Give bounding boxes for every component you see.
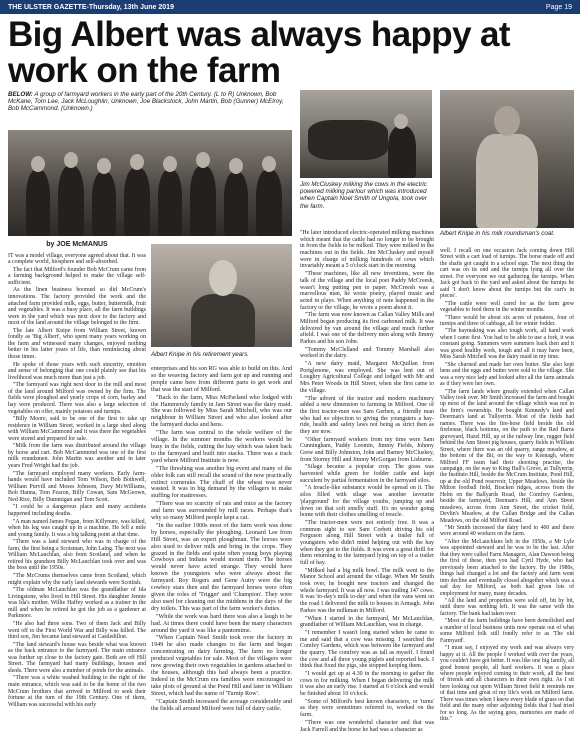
worker-head: [196, 152, 210, 168]
worker-figure: [58, 166, 84, 236]
paragraph: "After the McLauchlans left in the 1950s, a Mr Lyle was appointed steward and he was to be the last. After that they were called Farm Managers, Alan Dawson being the first of these, then you had Cyril Hyde, who had previously been attached to the factory. By the 1980s, things had changed a lot and the factory and farm went into decline and eventually closed altogether which was a sad day for Milford, as both had given lots of employment for many, many decades.: [440, 538, 574, 597]
worker-head: [64, 152, 78, 168]
worker-figure: [158, 170, 182, 236]
article-column-4: [440, 248, 574, 724]
paragraph: "Some of Milford's best known characters, or 'turns' as they were sometimes referred to, worked on the farm.: [300, 698, 434, 719]
worker-head: [229, 158, 243, 174]
albert-figure: [476, 134, 538, 228]
worker-head: [97, 158, 111, 174]
paragraph: "The land steward's house was beside what was known as the back entrance to the farmyard. The main entrance was further up close to the factory gate. Both are off Hill Street. The farmyard had many buildings, houses and sheds. There were also a number of ponds for the animals.: [8, 641, 146, 674]
albert-prime-caption: Albert Knipe in his milk roundsman's coat.: [440, 230, 555, 237]
group-photo: [8, 130, 292, 236]
publication-name: THE ULSTER GAZETTE-Thursday, 13th June 2019: [8, 3, 174, 11]
paragraph: "The threshing was another big event and many of the older folk can still recall the sound of the now practically extinct cornerake. The chaff of the wheat was never wasted. It was in big demand by the villagers to make stuffing for mattresses.: [151, 465, 292, 500]
paragraph: IT was a model village, everyone agreed about that. It was a complete world, biosphere and self-absorbed.: [8, 252, 146, 266]
paragraph: "Milk from the farm was distributed around the village by horse and cart. Bob McCammond was one of the first milk roundsmen. John Martin was another and in later years Fred Wright had the job.: [8, 443, 146, 469]
paragraph: The fact that Milford's founder Bob McCrum came from a farming background helped to make the village self-sufficient.: [8, 266, 146, 286]
albert-figure: [191, 294, 255, 347]
paragraph: "Billy Moore, said to be one of the first to take up residence in William Street, worked in a large shed along with William McCammond and it was there the vegetables were stored and prepared for sale.: [8, 416, 146, 442]
caption-text: A group of farmyard workers in the early part of the 20th Century. (L to R) Unknown, Bob McKane, Tom Lee, Jack McLoughlin, Unknown, Joe Blackstock, John Martin, Bob (Gunner) McElroy, Bob McCammond. (Unknown.): [8, 91, 284, 113]
article-column-2: [151, 366, 292, 713]
byline: by JOE McMANUS: [46, 241, 108, 248]
worker-figure: [256, 170, 282, 236]
worker-figure: [224, 172, 248, 236]
paragraph: "Other farmyard workers from my time were Sam Cunningham, Paddy Loomin, Jimmy Fields, Johnny Grew and Billy Johnston, John and Barney McCluskey, from Stormy Hill and Jimmy McGorgan from Lisburne.: [300, 436, 434, 463]
page-number: Page 19: [545, 3, 572, 11]
paragraph: "I could be a dangerous place and many accidents happened including deaths.: [8, 504, 146, 517]
worker-figure: [190, 166, 216, 236]
paragraph: "When I started in the farmyard, Mr McLauchlan, grandfather of William McLauchlan, was in charge.: [300, 615, 434, 629]
article-column-1: [8, 240, 146, 709]
paragraph: "There would be about six acres of potatoes, four of turnips and three of cabbage, all for winter fodder.: [440, 314, 574, 327]
paragraph: "The farm lands where greatly extended when Callan Valley took over. Mr Smith increased the farm and bought up most of the land around the village which was not in the firm's ownership. He bought Kennedy's land and Deerman's land at Tullyerrin. Most of the fields had names. There was the fire-hose field beside the old firehouse, black bottoms, on the path to the Red Barns graveyard, Hazel Hill, up at the railway line, rugger field behind the Ann Street pig houses, quarry fields in William Street, where there was an old quarry, range meadow, at the bottom of the Bit, on the way to Keenagh, where Milford FF team had their shooting practise, the campaign, on the way to King Hall's Grove, at Tullyerrin, the Instituto Hill, beside the McCrum Institute, Pond Hill, up at the old Pond reservoir, Upper Meadows, beside the Milton football field, Bracken ridges, across from the Helm on the Ballyards Road, the Comfrey Gardens, beside the farmyard, Deeman's Hill, and Ann Street meadows, across from Ann Street, the cricket field, Devlin's Meadow, at the Callan Bridge and the Callan Meadows, on the old Milford Road.: [440, 388, 574, 524]
paragraph: "The cattle were well cared for as the farm grew vegetables to feed them in the winter months.: [440, 300, 574, 314]
worker-head: [130, 154, 144, 170]
paragraph: "The McCrums themselves came from Scotland, which might explain why the early land stewards were Scottish.: [8, 573, 146, 586]
paragraph: "The oldman McLauchlan was the grandfather of Ida Livingstone, who lived in Hill Street. His daughter Jennie was Ida's mother. Willie Haffey worked as a trainer in the mill and when he retired he got the job as a gardener at Parkmore.: [8, 587, 146, 620]
worker-figure: [92, 172, 116, 236]
paragraph: "Most of the farm buildings have been demolished and a number of local business units now operate out of what some Milford folk still fondly refer to as 'The old Farmyard'.: [440, 618, 574, 644]
main-photo-caption: [8, 91, 294, 113]
paragraph: "Back to the farm, Miss McParland who lodged with the Hammersly family in Jam Street was the dairy maid. She was followed by Miss Sarah Mitchell, who was our neighbour in William Street and who also looked after the farmyard ducks and hens.: [151, 394, 292, 429]
headline: Big Albert was always happy at work on the farm: [8, 15, 510, 90]
paragraph: "In the earlier 1900s most of the farm work was done by horses, especially the ploughing. Leonard Lee from Hill Street, was an expert ploughman. The horses were also used to deliver milk and bring in the crops. They grazed in the fields and quite often young boys playing Cowboys and Indians would mount them. The horses would never have acted strange. They would have known the youngsters who were always about the farmyard. Roy Rogers and Gene Autry were the big cowboy stars then and the farmyard horses were often given the roles of 'Trigger' and 'Champion'. They were also used for cleaning out the middens in the days of the dry toilets. This was part of the farm worker's duties.: [151, 522, 292, 612]
paragraph: As the linen business boomed so did McCrum's innovations. The factory provided the work and the attached farm provided milk, eggs, butter, buttermilk, fruit and vegetables. It was a busy place, all the farm buildings were in the yard which was next door to the factory and most of the land around the village belonged to the firm.: [8, 287, 146, 327]
cow-figure: [308, 120, 388, 160]
worker-figure: [124, 168, 150, 236]
caption-lead: BELOW:: [8, 91, 33, 98]
article-column-3: [300, 230, 434, 734]
paragraph: "A new dairy maid, Margaret McQuillan from Portglenone, was employed. She was lent out of Loughry Agricultural College and lodged with Mr and Mrs Peter Woods in Hill Street, when she first came to the village.: [300, 361, 434, 394]
paragraph: "These machines, like all new inventions, were the talk of the village and the local poet Paddy McCreesh, wasn't long putting pen to paper. McCreesh was a marvellous man, he wrote poetry, played music and acted in plays. When anything of note happened in the factory or the village, he wrote a poem about it.: [300, 271, 434, 311]
paragraph: well. I recall on one occasion Jack coming down Hill Street with a cart load of turnips. The horse made off and the shafts got caught in a school sign. The next thing the cart was on its end and the turnips lying all over the street. For everyone we out gathering the turnips. When Jack got back to the yard and asked about the turnips he said 'I don't know about the turnips but the cart's in pieces'.: [440, 248, 574, 300]
albert-retirement-photo: [151, 244, 292, 347]
paragraph: "Tommy McClelland and Tommy Marshall also worked in the dairy.: [300, 346, 434, 360]
albert-head: [494, 106, 520, 136]
paragraph: enterprises and his son RG was able to build on this. And so the weaving factory and farm got up and running and people came here from different parts to get work and that was the start of Milford.: [151, 366, 292, 393]
paragraph: "Milked had a big milk bowl. The milk went to the Manor School and around the village. When Mr Smith took over, he bought new tractors and changed the whole farmyard. It was all now. I was trailing 147 cows. It was 'to-day's milk to-day' and when the vans went on the road I delivered the milk to houses in Armagh. John Parkes was the milkman in Milford.: [300, 567, 434, 614]
paragraph: "He later introduced electric-operated milking machines which meant that the cattle had no longer to be brought in from the fields to be milked. They were milked in the machines out in the fields. Jim McCluskey and myself were in charge of milking hundreds of cows which invariably meant a 5 o'clock start in the morning.: [300, 230, 434, 270]
worker-figure: [26, 170, 50, 236]
milker-head: [394, 114, 408, 129]
worker-head: [163, 156, 177, 172]
paragraph: "Captain Smith increased the acreage considerably and the fields all around Milford were full of dairy cattle.: [151, 698, 292, 712]
paragraph: "There was a land steward who was in charge of the farm, the first being a Scotsman, John Laing. The next was William McLauchlan, also from Scotland, and when he retired his grandson Billy McLauchlan took over and was the boss until the 1950s.: [8, 539, 146, 572]
paragraph: "Mr Smith increased the dairy herd to 400 and there were around 40 workers on the farm.: [440, 525, 574, 538]
worker-head: [262, 156, 276, 172]
paragraph: "I remember I wasn't long started when he came to me and said that a cow was missing. I searched the Comfey Gardens, which was between the farmyard and the quarry. The comfrey was as tall as myself. I found the cow and all three young piglets and reported back. I think that fixed the pigs, she stopped keeping them.: [300, 629, 434, 670]
paragraph: "There was a white washed building to the right of the main entrance, which was said to be the home of the two McCrum brothers that arrived in Milford to seek their fortune at the turn of the 19th Century. One of them, William was successful with his early: [8, 675, 146, 708]
page-header: [0, 0, 580, 14]
paragraph: "The advent of the tractor and modern machinery added a new dimension to farming in Milford. One of the first tractor-men was Sam Gerben, a friendly man who had no objection to giving the youngsters a hay-ride, health and safety laws not being as strict then as they are now.: [300, 395, 434, 435]
paragraph: "When Captain Noel Smith took over the factory in 1949 he also made changes to the farm and began concentrating on dairy farming. The farm no longer produced vegetables for sale. Most of the villagers were now growing their own vegetables in gardens attached to the houses, although this had always been a practice. Indeed in the McCrum era families were encouraged to take plots of ground at the Pond Hill and later in William Street, which had the name of 'Turnip Row'.: [151, 635, 292, 697]
paragraph: "The haymaking was also tough work, all hand work when I came first. You had to be able to use a fork, it was constant going. Summers were summers back then and it was good healthy work, tough and all it may have been, Miss Sarah Mitchell was the dairy maid in my time.: [440, 328, 574, 361]
paragraph: "There was one wonderful character and that was Jack Farrell and the horse he had was a character as: [300, 719, 434, 733]
paragraph: "I would get up at 4.30 in the morning to gather the cows in for milking. When I began delivering the milk it was also an early rise. I started at 6 o'clock and would be finished about 10 o'clock.: [300, 671, 434, 698]
paragraph: "The tractor-men were not entirely free. It was a common sight to see Sam Corbett driving his old Ferguson along Hill Street with a trailer full of youngsters who didn't mind helping out with the hay when they got to the fields. It was even a great thrill for them returning to the farmyard lying on top of a trailer full of hay.: [300, 519, 434, 566]
paragraph: "I must say, I enjoyed my work and was always very happy at it. All the people I worked with over the years, you couldn't have got better. It was like one big family, all good honest people, all hard workers. It was a place where people enjoyed coming to their work, all the best of friends and all characters in their own right. As I sit here looking out upon William Street field it reminds me of that time and great of my life's work on Milford farm. There was times when I knew every blade of grass on that field and the many other adjoining fields that I had tried for so long. As the saying goes, memories are made of this.": [440, 645, 574, 723]
milking-photo: [300, 90, 432, 178]
paragraph: "Silage became a popular crop. The grass was harvested while green for fodder cattle and kept succulent by partial fermentation in the farmyard silos.: [300, 464, 434, 484]
paragraph: "The farmyard was right next door to the mill and most of the land around Milford was owned by the firm. The fields were ploughed and yearly crops of corn, barley and hay were produced. There was also a large selection of vegetables on offer, mainly potatoes and turnips.: [8, 382, 146, 415]
paragraph: The late Albert Knipe from William Street, known fondly as 'Big Albert', who spent many years working on the farm and witnessed many changes, enjoyed nothing better in his latter years of life, than reminiscing about those times.: [8, 327, 146, 360]
paragraph: "The farm was central to the whole welfare of the village. In the summer months the workers would be busy in the fields, cutting the hay which was taken back to the farmyard and built into stacks. There was a track yard where Milford Institute is now.: [151, 430, 292, 464]
paragraph: He spoke of those years with such sincerity, emotion and sense of belonging that one could plainly see that his livelihood was much more than just a job.: [8, 361, 146, 381]
paragraph: "She churned and made her own butter. She also kept hens and the eggs and butter were sold to the village. She was a very nice lady and looked after all the farm animals as if they were her own.: [440, 361, 574, 388]
albert-prime-photo: [440, 90, 574, 228]
paragraph: "A treacle-like substance would be spread on it. The silos filled with silage was another favourite 'playground' for the village youths, jumping up and down on that soft smelly stuff. It's no wonder going home with their clothes smelling of treacle.: [300, 485, 434, 519]
paragraph: "He also had three sons. Two of them Jack and Billy went off to the First World War and Billy was killed. The third son, Jim became land steward at Castledillon.: [8, 620, 146, 641]
milking-photo-caption: Jim McCluskey milking the cows in the electric powered milking parlour which was introduced when Captain Noel Smith of Ungola, took over the farm.: [300, 181, 427, 210]
paragraph: "All the land and properties were sold off, bit by bit, until there was nothing left. It was the same with the factory. The bank had taken over.: [440, 598, 574, 617]
paragraph: "A man named James Fegan, from Killynure, was killed, when his leg was caught up in a machine. He fell a mile and young family. It was a big talking point at that time.: [8, 518, 146, 538]
worker-head: [31, 156, 45, 172]
paragraph: "There was no scarcity of rats and mice as the factory and farm was surrounded by mill races. Perhaps that's why so many Milford people kept a cat.: [151, 501, 292, 522]
paragraph: "The farmyard employed many workers. Early farm-hands would have included Tom Wilson, Bob Bothwell, William Purvill and Moses Johnson, Davy McWilliams, Bob Hanna, Tom Fearon, Billy Cowan, Sam McGeown, Ned Rice, Billy Dummigan and Tom Scott.: [8, 470, 146, 503]
paragraph: "The farm was now known as Callan Valley Mills and Milford began producing its first carboned milk. It was delivered by van around the village and much further afield. I was one of the delivery men along with Jimmy Parkes and his son John.: [300, 312, 434, 345]
albert-head: [209, 260, 237, 296]
albert-retirement-caption: Albert Knipe in his retirement years.: [151, 351, 250, 358]
milker-figure: [388, 126, 416, 178]
paragraph: "While the work was hard there was also a laugh to be had. At times there could have been the many characters around the yard it was like a pantomime.: [151, 613, 292, 634]
